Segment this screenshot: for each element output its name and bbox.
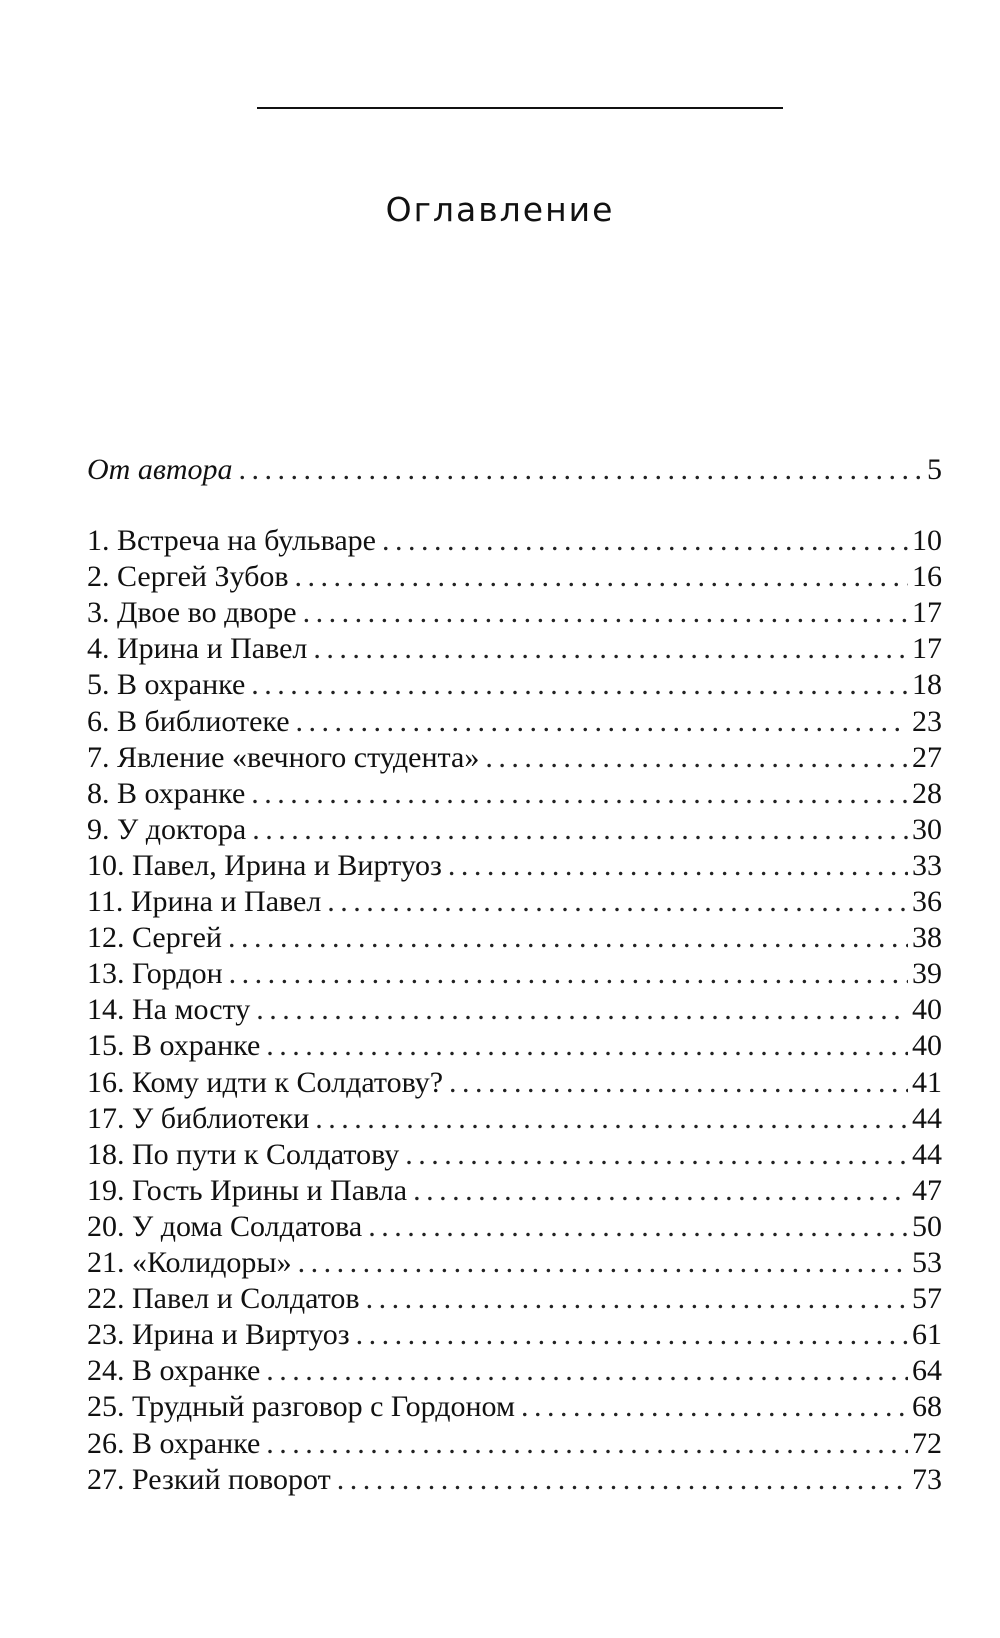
- toc-entry-page: 28: [912, 776, 942, 810]
- toc-entry-page: 36: [912, 885, 942, 918]
- toc-entry-label: 11. Ирина и Павел: [87, 885, 322, 918]
- toc-entry: [87, 1426, 942, 1462]
- toc-entry-page: 50: [912, 1209, 942, 1243]
- dot-leader: [296, 704, 908, 740]
- toc-entry-label: 24. В охранке: [87, 1354, 261, 1388]
- dot-leader: [298, 1245, 908, 1281]
- toc-entry-label: 23. Ирина и Виртуоз: [87, 1318, 350, 1352]
- toc-entry-page: 40: [912, 1029, 942, 1063]
- toc-entry: [87, 884, 942, 920]
- dot-leader: [356, 1317, 908, 1353]
- toc-entry-page: 47: [912, 1173, 942, 1207]
- toc-entry: [87, 812, 942, 848]
- toc-entry: [87, 1101, 942, 1137]
- dot-leader: [256, 992, 908, 1028]
- dot-leader: [239, 452, 923, 488]
- toc-entry: [87, 595, 942, 631]
- toc-entry-label: 2. Сергей Зубов: [87, 560, 289, 594]
- toc-entry-label: 21. «Колидоры»: [87, 1246, 292, 1279]
- toc-entry-label: 1. Встреча на бульваре: [87, 524, 376, 557]
- dot-leader: [313, 631, 908, 667]
- toc-entry-label: 25. Трудный разговор с Гордоном: [87, 1390, 515, 1424]
- toc-entry-page: 17: [912, 632, 942, 666]
- toc-entry-page: 27: [912, 740, 942, 774]
- toc-entry-page: 17: [912, 596, 942, 630]
- toc-entry: [87, 1389, 942, 1425]
- page-title: Оглавление: [385, 190, 615, 230]
- toc-entry-label: 17. У библиотеки: [87, 1101, 310, 1135]
- toc-entry: [87, 740, 942, 776]
- toc-entry-page: 23: [912, 704, 942, 738]
- dot-leader: [337, 1462, 908, 1498]
- toc-entry: [87, 1245, 942, 1281]
- toc-entry-page: 10: [912, 524, 942, 557]
- dot-leader: [228, 920, 908, 956]
- toc-entry-page: 38: [912, 921, 942, 955]
- toc-entry: [87, 667, 942, 703]
- dot-leader: [315, 1101, 908, 1137]
- toc-entry-intro: [87, 452, 942, 488]
- toc-entry: [87, 992, 942, 1028]
- toc-entry: [87, 1065, 942, 1101]
- dot-leader: [382, 523, 908, 559]
- toc-entry-label: 4. Ирина и Павел: [87, 632, 308, 666]
- toc-entry: [87, 1281, 942, 1317]
- toc-entry-label: 5. В охранке: [87, 668, 246, 702]
- toc-entry-page: 64: [912, 1354, 942, 1388]
- dot-leader: [449, 1065, 908, 1101]
- toc-entry-label: 13. Гордон: [87, 957, 223, 991]
- top-rule: [257, 107, 783, 109]
- toc-entry: [87, 631, 942, 667]
- toc-entry-page: 61: [912, 1318, 942, 1352]
- dot-leader: [405, 1137, 908, 1173]
- toc-entry-label: 3. Двое во дворе: [87, 596, 297, 630]
- toc-entry-page: 5: [927, 453, 942, 486]
- dot-leader: [366, 1281, 908, 1317]
- toc-entry-page: 30: [912, 812, 942, 846]
- toc-entry-label: 12. Сергей: [87, 921, 222, 955]
- toc-entry-page: 68: [912, 1390, 942, 1424]
- dot-leader: [229, 956, 908, 992]
- toc-entry: [87, 1137, 942, 1173]
- toc-entry-label: 6. В библиотеке: [87, 704, 290, 738]
- dot-leader: [521, 1389, 908, 1425]
- toc-entry-page: 41: [912, 1065, 942, 1099]
- dot-leader: [251, 776, 908, 812]
- toc-entry-label: 15. В охранке: [87, 1029, 261, 1063]
- toc-entry-label: 16. Кому идти к Солдатову?: [87, 1065, 444, 1099]
- dot-leader: [368, 1209, 908, 1245]
- toc-entry-label: 20. У дома Солдатова: [87, 1209, 363, 1243]
- toc-entry-page: 44: [912, 1137, 942, 1171]
- toc-entry: [87, 1462, 942, 1498]
- toc-entry-page: 57: [912, 1282, 942, 1316]
- toc-entry-label: 7. Явление «вечного студента»: [87, 740, 480, 774]
- toc-entry-label: От автора: [87, 453, 233, 486]
- dot-leader: [266, 1028, 908, 1064]
- toc-entry: [87, 848, 942, 884]
- toc-entry-label: 19. Гость Ирины и Павла: [87, 1173, 408, 1207]
- toc-entry-label: 10. Павел, Ирина и Виртуоз: [87, 848, 442, 882]
- dot-leader: [413, 1173, 908, 1209]
- dot-leader: [251, 667, 908, 703]
- dot-leader: [266, 1353, 908, 1389]
- toc-entry: [87, 1209, 942, 1245]
- toc-entry-page: 16: [912, 560, 942, 594]
- toc-entry: [87, 776, 942, 812]
- dot-leader: [327, 884, 908, 920]
- toc-entry-page: 73: [912, 1462, 942, 1496]
- toc-entry: [87, 1317, 942, 1353]
- toc-entry-page: 72: [912, 1426, 942, 1460]
- toc-entry: [87, 1173, 942, 1209]
- toc-entry: [87, 1353, 942, 1389]
- toc-entry: [87, 920, 942, 956]
- dot-leader: [252, 812, 908, 848]
- toc-entry-label: 8. В охранке: [87, 776, 246, 810]
- dot-leader: [303, 595, 908, 631]
- toc-entry: [87, 1028, 942, 1064]
- toc-entry: [87, 559, 942, 595]
- toc-entry: [87, 704, 942, 740]
- toc-entry-label: 14. На мосту: [87, 993, 251, 1027]
- toc-entry: [87, 956, 942, 992]
- toc-entry-page: 39: [912, 957, 942, 991]
- toc-entry-label: 9. У доктора: [87, 812, 247, 846]
- toc-entry-label: 22. Павел и Солдатов: [87, 1282, 360, 1316]
- toc-entry-label: 26. В охранке: [87, 1426, 261, 1460]
- dot-leader: [485, 740, 908, 776]
- toc-entry-label: 27. Резкий поворот: [87, 1462, 331, 1496]
- dot-leader: [295, 559, 908, 595]
- toc-entry-label: 18. По пути к Солдатову: [87, 1137, 400, 1171]
- toc-entry-page: 33: [912, 848, 942, 882]
- dot-leader: [266, 1426, 908, 1462]
- toc-entry-page: 18: [912, 668, 942, 702]
- toc-entry-page: 40: [912, 993, 942, 1027]
- toc-entry-page: 53: [912, 1246, 942, 1279]
- dot-leader: [448, 848, 908, 884]
- toc-entry-page: 44: [912, 1101, 942, 1135]
- toc-entry: [87, 523, 942, 559]
